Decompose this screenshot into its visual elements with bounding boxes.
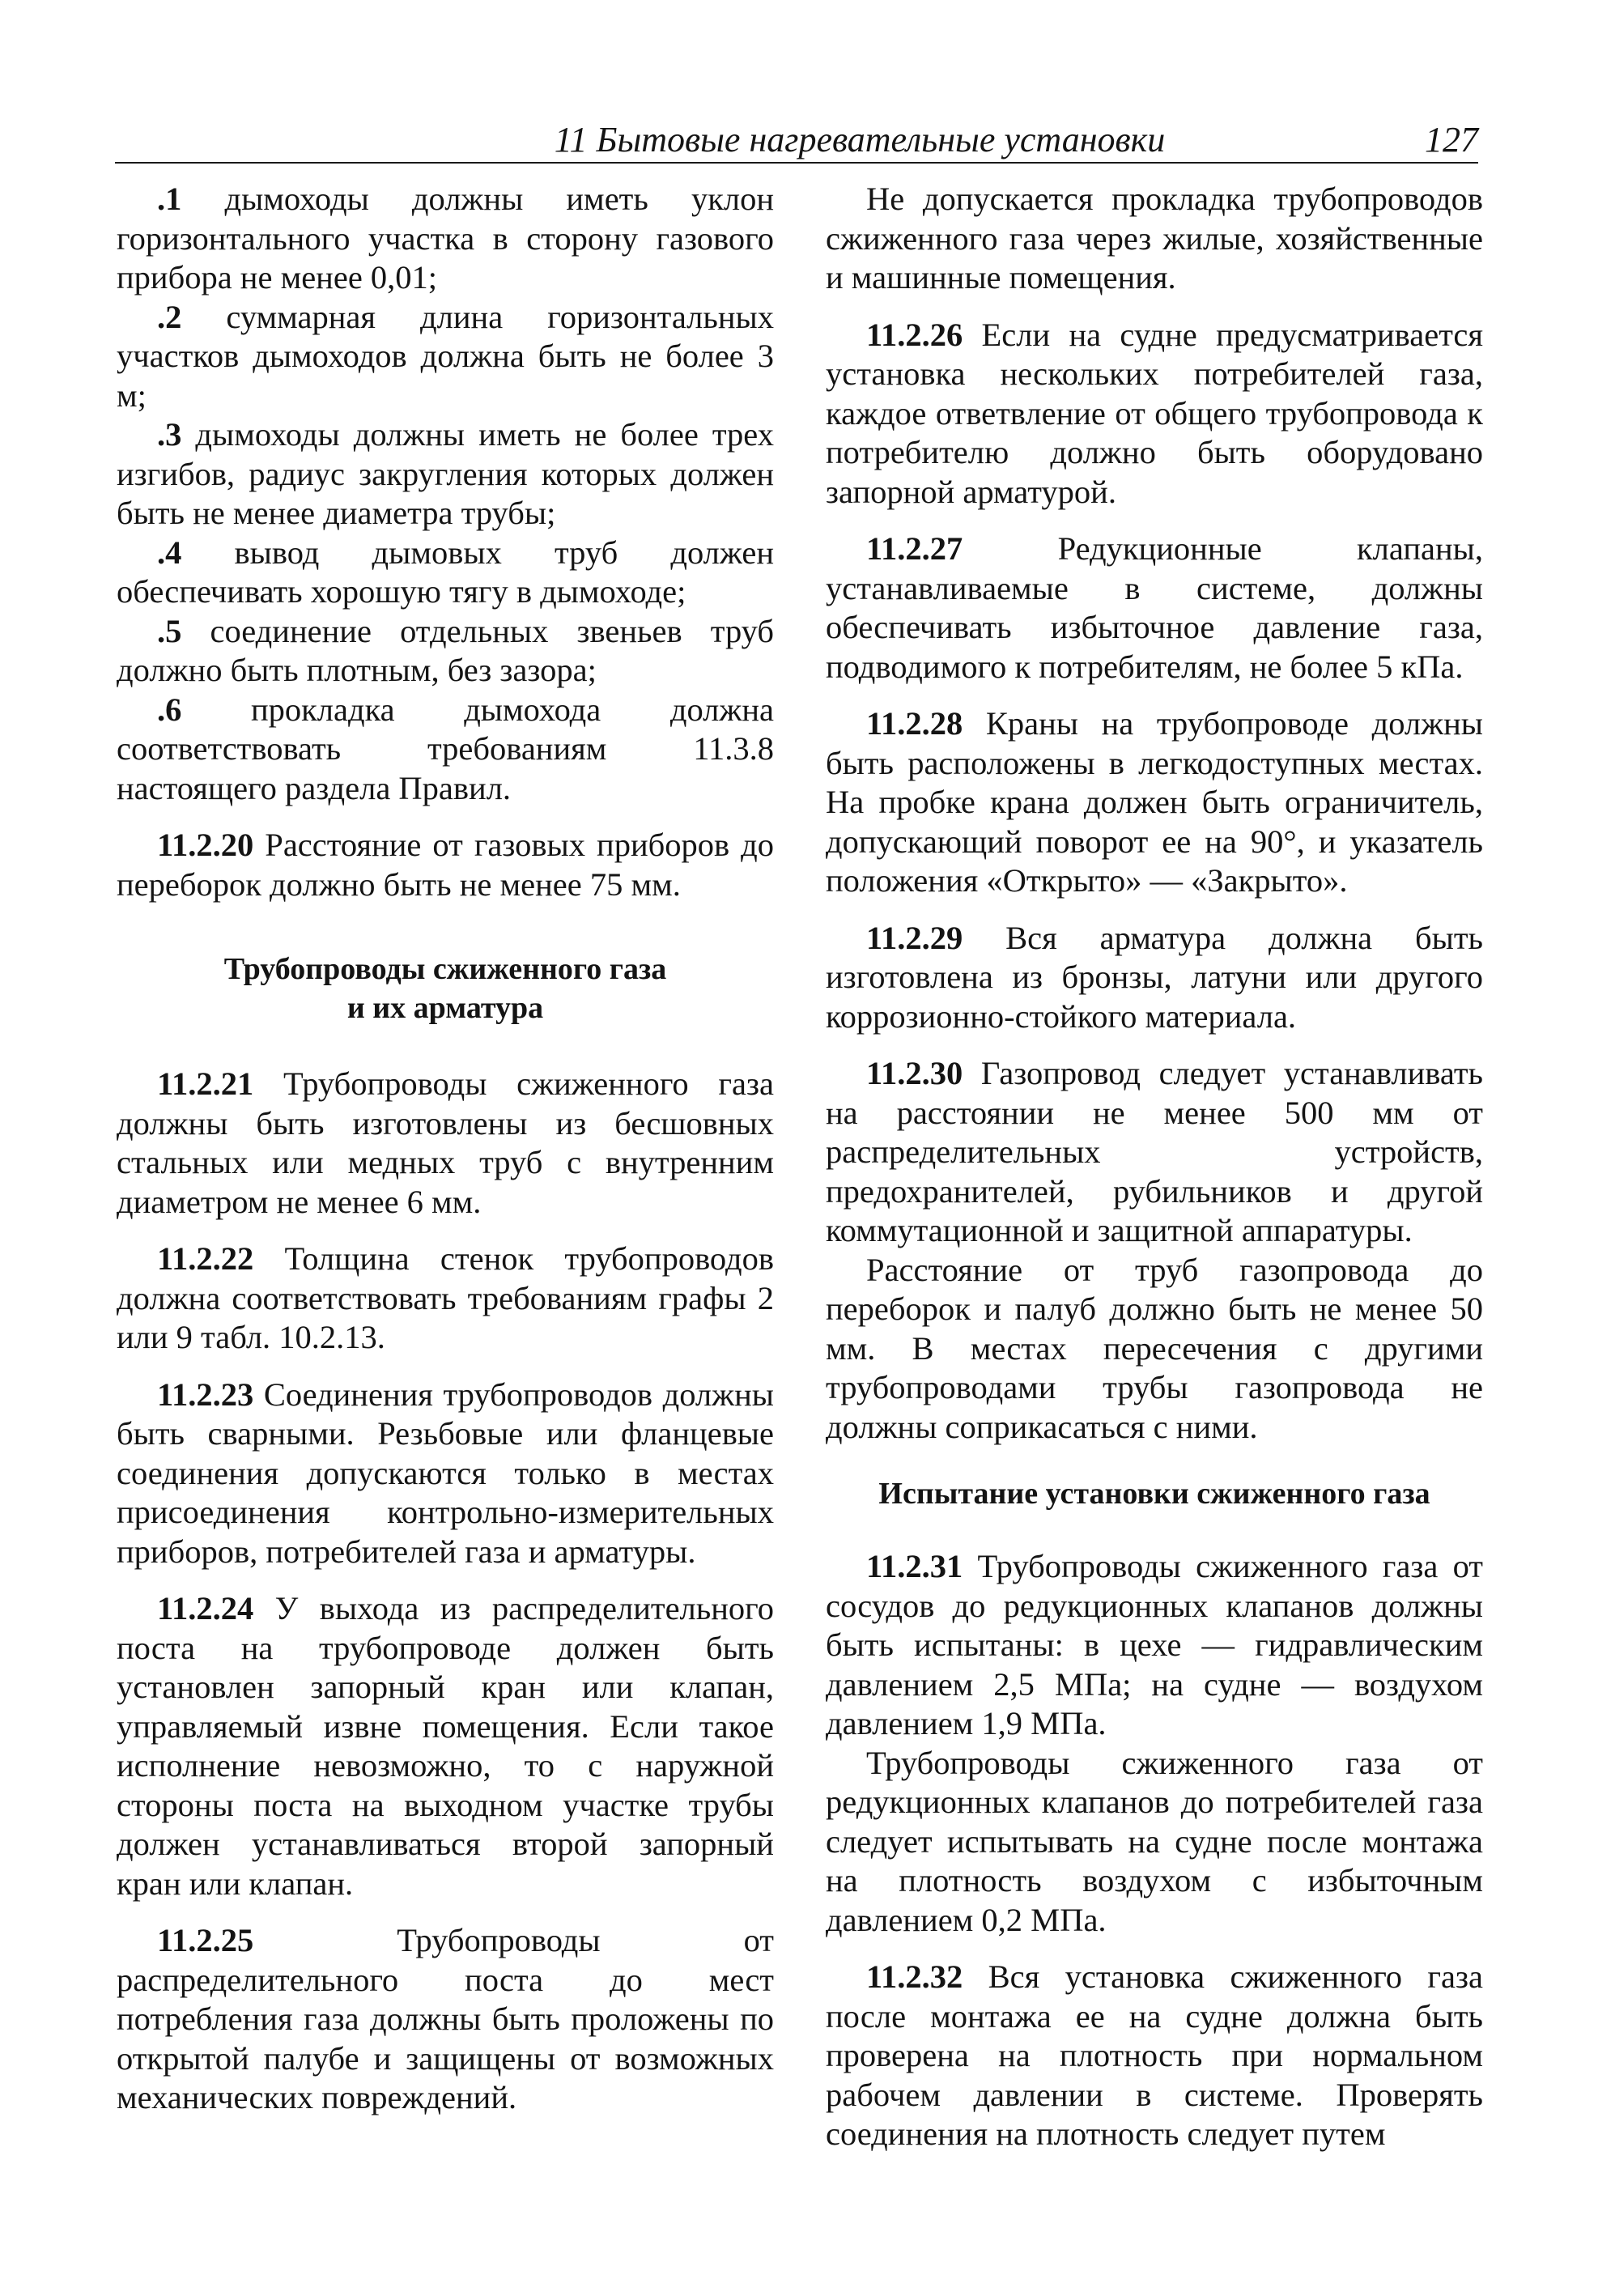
- paragraph-11-2-29: 11.2.29 Вся арматура должна быть изготовлена из бронзы, латуни или другого коррозионно-стойкого материала.: [826, 919, 1483, 1035]
- paragraph-continuation: Не допускается прокладка трубопроводов сжиженного газа через жилые, хозяйственные и машинные помещения.: [826, 181, 1483, 296]
- paragraph-11-2-22: 11.2.22 Толщина стенок трубопроводов должна соответствовать требованиям графы 2 или 9 табл. 10.2.13.: [117, 1240, 774, 1355]
- paragraph-11-2-31-cont: Трубопроводы сжиженного газа от редукционных клапанов до потребителей газа следует испытывать на судне после монтажа на плотность воздухом с избыточным давлением 0,2 МПа.: [826, 1744, 1483, 1938]
- paragraph-11-2-23: 11.2.23 Соединения трубопроводов должны быть сварными. Резьбовые или фланцевые соединения допускаются только в местах присоединения контрольно-измерительных приборов, потребителей газа и арматуры.: [117, 1375, 774, 1570]
- paragraph-11-2-27: 11.2.27 Редукционные клапаны, устанавливаемые в системе, должны обеспечивать избыточное давление газа, подводимого к потребителям, не более 5 кПа.: [826, 530, 1483, 685]
- running-title: 11 Бытовые нагревательные установки: [554, 120, 1166, 159]
- list-item: .6 прокладка дымохода должна соответствовать требованиям 11.3.8 настоящего раздела Правил.: [117, 691, 774, 806]
- right-column: [826, 180, 1483, 2154]
- section-heading: Испытание установки сжиженного газа: [878, 1477, 1430, 1511]
- paragraph-11-2-31: 11.2.31 Трубопроводы сжиженного газа от сосудов до редукционных клапанов должны быть испытаны: в цехе — гидравлическим давлением 2,5 МПа; на судне — воздухом давлением 1,9 МПа.: [826, 1548, 1483, 1741]
- paragraph-11-2-20: 11.2.20 Расстояние от газовых приборов до переборок должно быть не менее 75 мм.: [117, 827, 774, 903]
- paragraph-11-2-30: 11.2.30 Газопровод следует устанавливать на расстоянии не менее 500 мм от распределительных устройств, предохранителей, рубильников и другой коммутационной и защитной аппаратуры.: [826, 1055, 1483, 1248]
- page-number: 127: [1425, 120, 1478, 159]
- list-item: .3 дымоходы должны иметь не более трех изгибов, радиус закругления которых должен быть не менее диаметра трубы;: [117, 416, 774, 531]
- list-item: .5 соединение отдельных звеньев труб должно быть плотным, без зазора;: [117, 612, 774, 688]
- list-item: .1 дымоходы должны иметь уклон горизонтального участка в сторону газового прибора не менее 0,01;: [117, 181, 774, 296]
- paragraph-11-2-30-cont: Расстояние от труб газопровода до переборок и палуб должно быть не менее 50 мм. В местах пересечения с другими трубопроводами трубы газопровода не должны соприкасаться с ними.: [826, 1251, 1483, 1445]
- paragraph-11-2-32: 11.2.32 Вся установка сжиженного газа после монтажа ее на судне должна быть проверена на плотность при нормальном рабочем давлении в системе. Проверять соединения на плотность следует путем: [826, 1958, 1483, 2152]
- paragraph-11-2-25: 11.2.25 Трубопроводы от распределительного поста до мест потребления газа должны быть проложены по открытой палубе и защищены от возможных механических повреждений.: [117, 1922, 774, 2115]
- section-heading-line1: Трубопроводы сжиженного газа: [223, 952, 667, 986]
- page-header: [115, 120, 1478, 164]
- paragraph-11-2-21: 11.2.21 Трубопроводы сжиженного газа должны быть изготовлены из бесшовных стальных или медных труб с внутренним диаметром не менее 6 мм.: [117, 1065, 774, 1220]
- list-item: .2 суммарная длина горизонтальных участков дымоходов должна быть не более 3 м;: [117, 298, 774, 414]
- paragraph-11-2-28: 11.2.28 Краны на трубопроводе должны быть расположены в легкодоступных местах. На пробке крана должен быть ограничитель, допускающий поворот ее на 90°, и указатель положения «Открыто» — «Закрыто».: [826, 705, 1483, 899]
- paragraph-11-2-26: 11.2.26 Если на судне предусматривается установка нескольких потребителей газа, каждое ответвление от общего трубопровода к потребителю должно быть оборудовано запорной арматурой.: [826, 316, 1483, 510]
- left-column: [117, 180, 774, 2118]
- section-heading-line2: и их арматура: [346, 991, 544, 1025]
- paragraph-11-2-24: 11.2.24 У выхода из распределительного поста на трубопроводе должен быть установлен запорный кран или клапан, управляемый извне помещения. Если такое исполнение невозможно, то с наружной стороны поста на выходном участке трубы должен устанавливаться второй запорный кран или клапан.: [117, 1590, 774, 1902]
- list-item: .4 вывод дымовых труб должен обеспечивать хорошую тягу в дымоходе;: [117, 534, 774, 610]
